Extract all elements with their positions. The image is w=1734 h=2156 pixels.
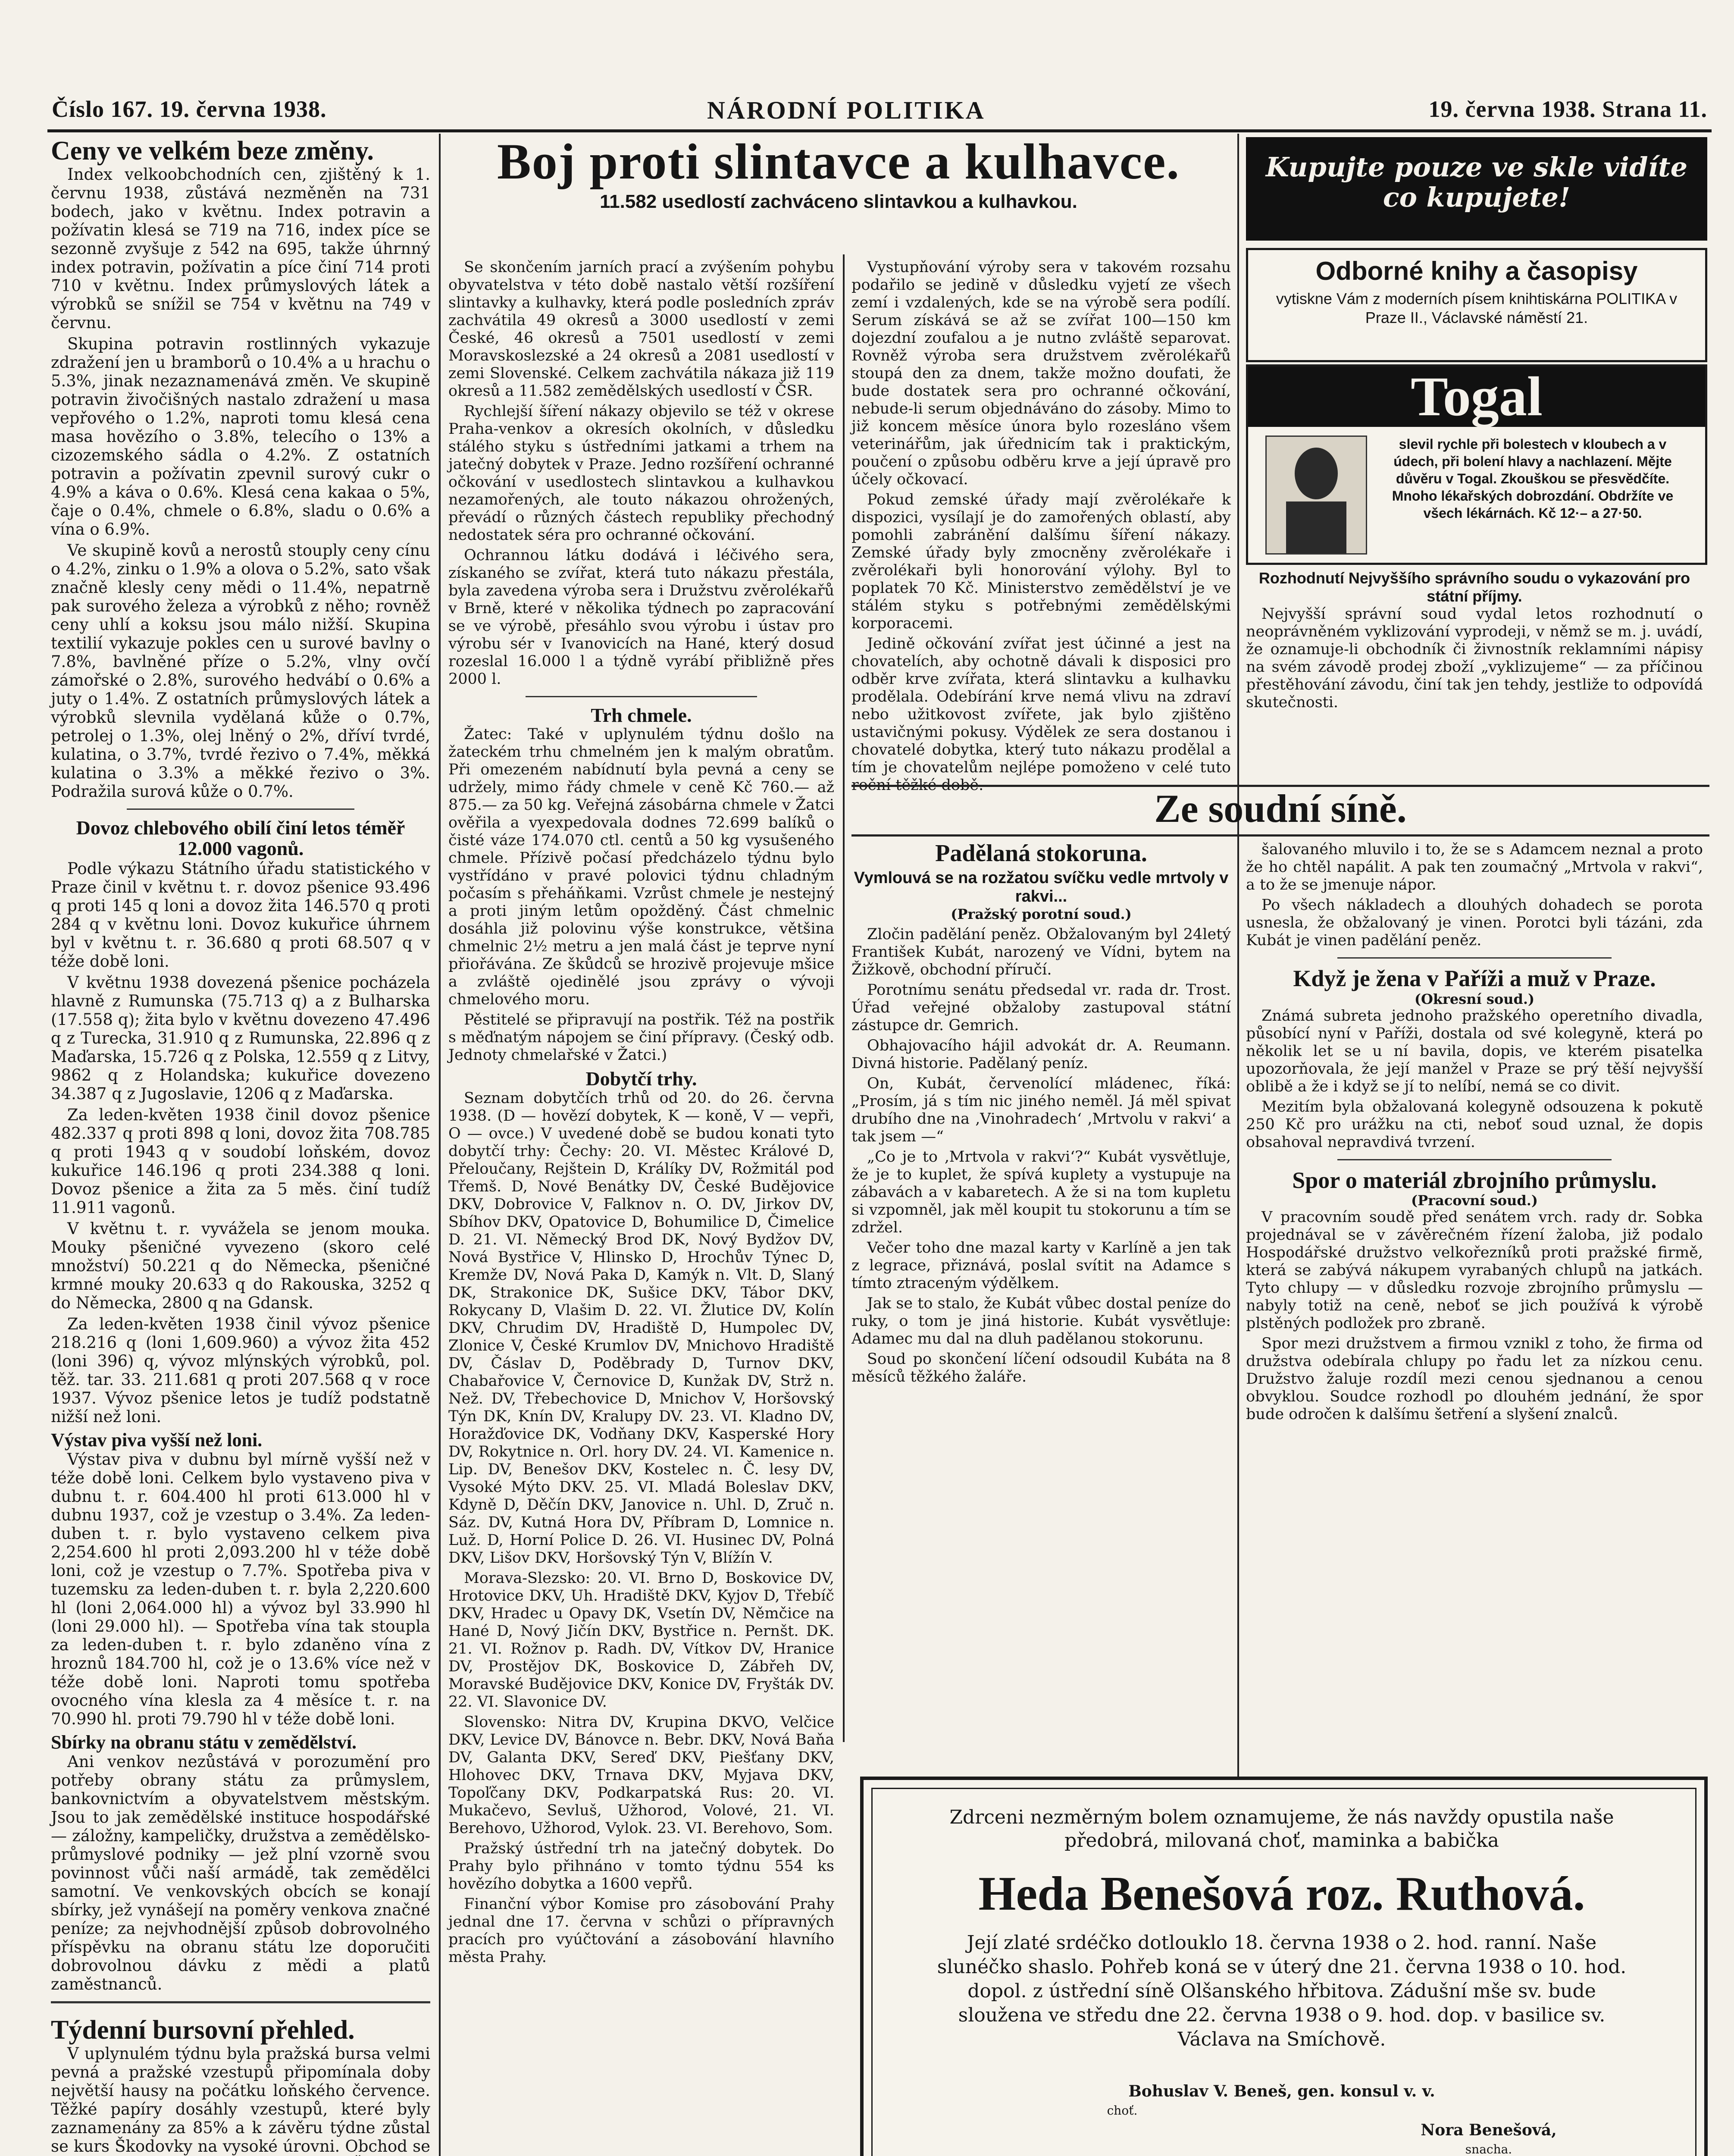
paragraph: „Co je to ‚Mrtvola v rakvi‘?“ Kubát vysvětluje, že je to kuplet, že spívá kuplety a vystupuje na zábavách a v kabaretech. A že si na tom kupletu si vzpomněl, jak měl koupit tu stokorunu a tím se zdržel.: [851, 1148, 1231, 1236]
beer-headline: Výstav piva vyšší než loni.: [51, 1429, 263, 1451]
prices-headline: Ceny ve velkém beze změny.: [51, 136, 374, 166]
togal-ad-body: slevil rychle při bolestech v kloubech a v údech, při bolení hlavy a nachlazení. Mějte důvěru v Togal. Zkouškou se přesvědčíte. Mnoho lékařských dobrozdání. Obdržíte ve všech lékárnách. Kč 12·– a 27·50.: [1392, 436, 1674, 521]
paragraph: Pražský ústřední trh na jatečný dobytek. Do Prahy bylo přihnáno v tomto týdnu 554 ks hovězího dobytka a 1600 vepřů.: [448, 1839, 834, 1893]
paris-court-note: (Okresní soud.): [1414, 990, 1535, 1007]
ruling-headline: Rozhodnutí Nejvyššího správního soudu o vykazování pro státní příjmy.: [1258, 569, 1690, 605]
paragraph: Morava-Slezsko: 20. VI. Brno D, Boskovice DV, Hrotovice DKV, Uh. Hradiště DKV, Kyjov D, Třebíč DKV, Hradec u Opavy DK, Vsetín DV, Němčice na Hané D, Nový Jičín DKV, Bystřice n. Pernšt. DK. 21. VI. Rožnov p. Radh. DV, Vítkov DV, Hranice DV, Prostějov DK, Boskovice D, Zábřeh DV, Moravské Budějovice DKV, Konice DV, Fryšták DV. 22. VI. Slavonice DV.: [448, 1569, 834, 1711]
paragraph: Ani venkov nezůstává v porozumění pro potřeby obrany státu za průmyslem, bankovnictvím a obyvatelstvem městským. Jsou to jak zemědělské instituce hospodářské — záložny, kampeličky, družstva a zemědělsko-průmyslové podniky — jež plní vzorně svou povinnost vůči naší armádě, tak zemědělci samotní. Ve venkovských obcích se konají sbírky, jež vynášejí na poměry venkova značné peníze; za nejvhodnější způsob dobrovolného příspěvku na obranu státu lze doporučiti dobrovolnou dávku z mědi a platů zaměstnanců.: [51, 1752, 430, 1994]
grain-headline: Dovoz chlebového obilí činí letos téměř 12.000 vagonů.: [76, 817, 405, 860]
bourse-article: [51, 2044, 430, 2156]
ruling-article: [1246, 569, 1703, 776]
paris-headline: Když je žena v Paříži a muž v Praze.: [1293, 965, 1656, 991]
disease-article-part2: [851, 259, 1231, 794]
main-headline: Boj proti slintavce a kulhavce.: [497, 133, 1180, 190]
separator: [127, 808, 354, 810]
paragraph: Seznam dobytčích trhů od 20. do 26. června 1938. (D — hovězí dobytek, K — koně, V — vepři, O — ovce.) V uvedené době se budou konati tyto dobytčí trhy: Čechy: 20. VI. Městec Králové D, Přeloučany, Rejštein D, Králíky DV, Rožmitál pod Třemš. D, Nové Benátky DV, České Budějovice DKV, Dobrovice V, Falknov n. O. DV, Jirkov DV, Sbíhov DKV, Opatovice D, Bohumilice D, Čimelice D. 21. VI. Německý Brod DK, Nový Bydžov DV, Nová Bystřice V, Hlinsko D, Hrochův Týnec D, Kremže DV, Nová Paka D, Kamýk n. Vlt. D, Slaný DK, Strakonice DK, Sušice DKV, Tábor DKV, Rokycany D, Vlašim D. 22. VI. Žlutice DV, Kolín DKV, Chrudim DV, Hradiště D, Humpolec DV, Zlonice V, České Krumlov DV, Mnichovo Hradiště DV, Čáslav D, Poděbrady D, Turnov DKV, Chabařovice V, Černovice D, Kunžak DV, Strž n. Než. DV, Třebechovice D, Mnichov V, Horšovský Týn DK, Knín DV, Kralupy DV. 23. VI. Kladno DV, Horažďovice DK, Vodňany DKV, Kasperské Hory DV, Rokytnice n. Orl. hory DV. 24. VI. Kamenice n. Lip. DV, Benešov DKV, Kostelec n. Č. lesy DV, Vysoké Mýto DKV. 25. VI. Mladá Boleslav DKV, Kdyně D, Děčín DKV, Janovice n. Uhl. D, Zruč n. Sáz. DV, Kutná Hora DV, Příbram D, Lomnice n. Luž. D, Horní Police D. 26. VI. Husinec DV, Polná DKV, Lišov DKV, Horšovský Týn V, Blížín V.: [448, 1089, 834, 1567]
page-number: 19. června 1938. Strana 11.: [1428, 96, 1707, 122]
paragraph: Ve skupině kovů a nerostů stouply ceny cínu o 4.2%, zinku o 1.9% a olova o 5.2%, sato však značně klesly ceny mědi o 11.4%, nepatrně pak surového železa a výrobků z něho; rovněž ceny uhlí a koksu jsou málo nižší. Skupina textilií vykazuje pokles cen u surové bavlny o 7.8%, bavlněné příze o 5.2%, vlny ovčí zámořské o 2.8%, surového hedvábí o 0.6% a juty o 1.4%. Z ostatních průmyslových látek a výrobků slevnila vydělaná kůže o 0.7%, petrolej o 1.3%, olej lněný o 2%, dříví tvrdé, kulatina, o 3.7%, tvrdé řezivo o 7.4%, měkká kulatina o 3.3% a měkké řezivo o 3%. Podražila surová kůže o 0.7%.: [51, 541, 430, 801]
collection-article: [51, 1752, 430, 1993]
paragraph: Jak se to stalo, že Kubát vůbec dostal peníze do ruky, o tom je jiná historie. Kubát vysvětluje: Adamec mu dal na dluh padělanou stokorunu.: [851, 1294, 1231, 1348]
separator: [1337, 957, 1612, 959]
paris-body: [1246, 1007, 1703, 1151]
cattle-headline: Dobytčí trhy.: [585, 1068, 697, 1090]
paragraph: V pracovním soudě před senátem vrch. rady dr. Sobka projednával se v závěrečném řízení žaloba, již podalo Hospodářské družstvo velkořezníků proti pražské firmě, která se zabývá nákupem vyrabaných chlupů na jatkách. Tyto chlupy — v důsledku rozvoje zbrojního průmyslu — nabyly totiž na ceně, neboť se jich používá k výrobě plstěných podložek pro zbraně.: [1246, 1209, 1703, 1332]
collection-headline: Sbírky na obranu státu v zemědělství.: [51, 1731, 357, 1753]
paragraph: Finanční výbor Komise pro zásobování Prahy jednal dne 17. června v schůzi o přípravných pracích pro vyúčtování a zásobování hlavního města Prahy.: [448, 1895, 834, 1966]
main-subheadline: 11.582 usedlostí zachváceno slintavkou a kulhavkou.: [600, 191, 1077, 213]
paragraph: Večer toho dne mazal karty v Karlíně a jen tak z legrace, přiznává, poslal svítit na Adamce s tímto ztraceným výdělkem.: [851, 1239, 1231, 1292]
forged-banknote-article: [851, 841, 1231, 1768]
separator: [1337, 1159, 1612, 1160]
paragraph: Vystupňování výroby sera v takovém rozsahu podařilo se jedině v důsledku vyjetí ze všech zemí i vzdalených, kde se na výrobě sera podílí. Serum získává se až se zvířat 100—150 km dojezdní zoufalou a je nutno zvláště separovat. Rovněž výroba sera družstvem zvěrolékařů stoupá den za dnem, takže možno doufati, že bude dostatek sera pro ochranné očkování, nebude-li serum objednáváno do zásoby. Mimo to již koncem měsíce února bylo rozesláno všem veterinářům, jak úřednicím tak i praktickým, poučení o způsobu odběru krve a její úpravě pro účely očkovací.: [851, 259, 1231, 488]
paragraph: Rychlejší šíření nákazy objevilo se též v okrese Praha-venkov a okresích okolních, v důsledku stálého styku s ústředními jatkami a trhem na jatečný dobytek v Praze. Jedno rozšíření ochranné očkování v usedlostech slintavkou a kulhavkou nezamořených, ale touto nákazou ohrožených, převádí o různých částech republiky přechodný nedostatek séra pro ochranné očkování.: [448, 403, 834, 544]
paragraph: Žatec: Také v uplynulém týdnu došlo na žateckém trhu chmelném jen k malým obratům. Při omezeném nabídnutí byla pevná a ceny se udržely, mimo řády chmele v ceně Kč 760.— až 875.— za 50 kg. Veřejná zásobárna chmele v Žatci ověřila a vyexpedovala dodnes 72.699 balíků o čisté váze 174.070 ctl. centů a 50 kg vysušeného chmele. Přízivě počasí předcházelo týdnu bylo vystřídáno v pravé polovici týdnu chladným počasím s přeháňkami. Vzrůst chmele je nestejný a proti jiným letům opožděný. Část chmelnic dosáhla již polovinu výše konstrukce, většina chmelnic 2½ metru a jen malá část je teprve nyní přiořávána. Ze škůdců se hrozivě projevuje mšice a zvláště ojedinělé jsou zprávy o vývoji chmelového moru.: [448, 726, 834, 1009]
paragraph: V květnu t. r. vyvážela se jenom mouka. Mouky pšeničné vyvezeno (skoro celé množství) 50.221 q do Německa, pšeničné krmné mouky 20.633 q do Rakouska, 3252 q do Německa, 2800 q na Gdansk.: [51, 1219, 430, 1312]
paragraph: V květnu 1938 dovezená pšenice pocházela hlavně z Rumunska (75.713 q) a z Bulharska (17.558 q); žita bylo v květnu dovezeno 47.496 q z Turecka, 31.910 q z Rumunska, 22.896 q z Maďarska, 15.726 q z Polska, 12.559 q z Litvy, 9862 q z Holandska; kukuřice dovezeno 34.387 q z Jugoslavie, 1206 q z Maďarska.: [51, 973, 430, 1103]
beer-article: [51, 1450, 430, 1728]
ruling-body: [1246, 605, 1703, 711]
signature-daughter-in-law: Nora Benešová,: [1421, 2121, 1557, 2139]
paragraph: V uplynulém týdnu byla pražská bursa velmi pevná a pražské vzestupů připomínala doby největší hausy na počátku loňského července. Těžké papíry dosáhly vzestupů, které byly zaznamenány za 85% a k závěru týdne zůstal se kurs Škodovky na vysoké úrovni. Obchod se: [51, 2044, 430, 2156]
paragraph: Jedině očkování zvířat jest účinné a jest na chovatelích, aby ochotně dávali k disposici pro odběr krve zvířata, která slintavku a kulhavku prodělala. Odebírání krve nemá vlivu na zdraví nebo užitkovost zvířete, jak bylo zjištěno ustavičnými pokusy. Výdělek ze sera dostanou i chovatelé dobytka, který tuto nákazu prodělal a tím je chovatelům nejlépe pomoženo v celé tuto roční těžké době.: [851, 635, 1231, 794]
paper-name: NÁRODNÍ POLITIKA: [707, 96, 986, 124]
books-ad-body: vytiskne Vám z moderních písem knihtiskárna POLITIKA v Praze II., Václavské náměstí 21.: [1276, 290, 1678, 326]
center-column-b: [851, 259, 1231, 794]
column-divider: [439, 134, 441, 2156]
paragraph: Zločin padělání peněz. Obžalovaným byl 24letý František Kubát, narozený ve Vídni, bytem na Žižkově, obchodní příručí.: [851, 925, 1231, 978]
forged-continuation: [1246, 841, 1703, 950]
arms-body: [1246, 1209, 1703, 1423]
paragraph: Se skončením jarních prací a zvýšením pohybu obyvatelstva v této době nastalo větší rozšíření slintavky a kulhavky, která podle posledních zpráv zachvátila 49 okresů a 3000 usedlostí v zemi České, 46 okresů a 7501 usedlostí v zemi Moravskoslezské a 24 okresů a 2081 usedlostí v zemi Slovenské. Celkem zachvátila nákaza již 119 okresů a 11.582 zemědělských usedlostí v ČSR.: [448, 259, 834, 400]
center-column-a: [448, 259, 834, 2156]
books-ad: [1246, 248, 1707, 362]
paragraph: Spor mezi družstvem a firmou vznikl z toho, že firma od družstva odebírala chlupy po řadu let za nízkou cenu. Družstvo žaluje rozdíl mezi cenou sjednanou a cenou obvyklou. Soudce rozhodl po dlouhém jednání, že spor bude odročen k dalšímu šetření a slyšení znalců.: [1246, 1335, 1703, 1423]
paragraph: Skupina potravin rostlinných vykazuje zdražení jen u bramborů o 10.4% a u hrachu o 5.3%, jinak nezaznamenává změn. Ve skupině potravin živočišných nastalo zdražení u masa vepřového o 1.2%, naproti tomu klesá cena masa hovězího o 3.8%, telecího o 13% a cizozemského sádla o 4.2%. Z ostatních potravin a požívatin zpevnil surový cukr o 4.9% a káva o 0.6%. Klesá cena kakaa o 5%, čaje o 0.4%, chmele o 6.8%, sladu o 0.6% a vína o 6.9%.: [51, 335, 430, 539]
paragraph: Za leden-květen 1938 činil dovoz pšenice 482.337 q proti 898 q loni, dovoz žita 708.785 q proti 1943 q v soudobí loňském, dovoz kukuřice 146.196 q proti 234.388 q loni. Dovoz pšenice a žita za 5 měs. činí tudíž 11.911 vagonů.: [51, 1105, 430, 1217]
hops-article: [448, 726, 834, 1064]
arms-headline: Spor o materiál zbrojního průmyslu.: [1292, 1167, 1657, 1193]
center-headline-block: [448, 133, 1229, 257]
paragraph: Nejvyšší správní soud vydal letos rozhodnutí o neoprávněném vyklizování vyprodeji, v němž se m. j. uvádí, že oznamuje-li obchodník či živnostník reklamními nápisy na svém závodě prodej zboží „vyklizujeme“ — za příčinou přestěhování závodu, činí tak jen tehdy, jestliže to odpovídá skutečnosti.: [1246, 605, 1703, 711]
paragraph: Soud po skončení líčení odsoudil Kubáta na 8 měsíců těžkého žaláře.: [851, 1350, 1231, 1385]
disease-article-part1: [448, 259, 834, 688]
paragraph: Obhajovacího hájil advokát dr. A. Reumann. Divná historie. Padělaný peníz.: [851, 1037, 1231, 1072]
forged-headline: Padělaná stokoruna.: [935, 840, 1147, 867]
forged-court-note: (Pražský porotní soud.): [951, 906, 1132, 922]
paragraph: Index velkoobchodních cen, zjištěný k 1. červnu 1938, zůstává nezměněn na 731 bodech, jako v květnu. Index potravin a požívatin klesá se 719 na 716, index píce se sezonně zvyšuje z 542 na 695, takže úhrnný index potravin, požívatin a píce činí 714 proti 710 v květnu. Index průmyslových látek a výrobků se snížil se 754 v květnu na 749 v červnu.: [51, 165, 430, 332]
paragraph: On, Kubát, červenolící mládenec, říká: „Prosím, já s tím nic jiného neměl. Já měl spivat drubího dne na ‚Vinohradech‘ ‚Mrtvolu v rakvi‘ a tak jsem —“: [851, 1075, 1231, 1145]
paragraph: Po všech nákladech a dlouhých dohadech se porota usnesla, že obžalovaný je vinen. Porotci byli tázáni, zda Kubát je vinen padělání peněz.: [1246, 896, 1703, 949]
paragraph: Podle výkazu Státního úřadu statistického v Praze činil v květnu t. r. dovoz pšenice 93.496 q proti 145 q loni a dovoz žita 146.570 q proti 284 q v květnu loni. Dovoz kukuřice úhrnem byl v květnu t. r. 36.680 q proti 68.507 q v téže době loni.: [51, 859, 430, 971]
togal-brand: Togal: [1411, 366, 1543, 428]
issue-number: Číslo 167. 19. června 1938.: [52, 96, 327, 122]
paragraph: Výstav piva v dubnu byl mírně vyšší než v téže době loni. Celkem bylo vystaveno piva v dubnu t. r. 604.400 hl proti 613.000 hl v dubnu 1937, což je vzestup o 3.4%. Za leden-duben t. r. bylo vystaveno celkem piva 2,254.600 hl proti 2,093.200 hl v téže době loni, což je vzestup o 7.7%. Spotřeba piva v tuzemsku za leden-duben t. r. byla 2,220.600 hl (loni 2,064.000 hl) a vývoz byl 33.990 hl (loni 29.000 hl). — Spotřeba vína tak stoupla za leden-duben t. r. bylo zdaněno vína z hroznů 184.700 hl, což je o 13.6% více než v téže době loni. Naproti tomu spotřeba ovocného vína klesla za 4 měsíce t. r. na 70.990 hl. proti 79.790 hl v téže době loni.: [51, 1450, 430, 1728]
masthead: [52, 96, 1707, 126]
column-divider: [843, 254, 845, 1742]
togal-person-illustration: [1265, 436, 1367, 555]
togal-ad: [1246, 364, 1707, 565]
death-notice: [860, 1777, 1708, 2156]
grain-article: [51, 859, 430, 1426]
separator: [526, 696, 757, 697]
paragraph: Pokud zemské úřady mají zvěrolékaře k dispozici, vysílají je do zamořených oblastí, aby pomohli zabránění dalšímu šíření nákazy. Zemské úřady byly zmocněny zvěrolékaře i zvěrolékaři byli honorování výlohy. Byl to poplatek 70 Kč. Ministerstvo zemědělství je ve stálém styku s potřebnými zemědělskými korporacemi.: [851, 491, 1231, 632]
signature-husband: Bohuslav V. Beneš, gen. konsul v. v.: [1128, 2082, 1435, 2100]
paragraph: Porotnímu senátu předsedal vr. rada dr. Trost. Úřad veřejné obžaloby zastupoval státní zástupce dr. Gemrich.: [851, 981, 1231, 1034]
bourse-headline: Týdenní bursovní přehled.: [51, 2015, 355, 2045]
kupujte-ad-text: Kupujte pouze ve skle vidíte co kupujete!: [1265, 151, 1688, 213]
books-ad-title: Odborné knihy a časopisy: [1315, 257, 1638, 285]
paragraph: šalovaného mluvilo i to, že se s Adamcem neznal a proto že ho chtěl napálit. A pak ten zoumačný „Mrtvola v rakvi“, a to že se jmenuje nápor.: [1246, 841, 1703, 893]
arms-court-note: (Pracovní soud.): [1411, 1192, 1538, 1209]
paragraph: Za leden-květen 1938 činil vývoz pšenice 218.216 q (loni 1,609.960) a vývoz žita 452 (loni 396) q, vývoz mlýnských výrobků, pol. těž. tar. 33. 211.681 q proti 207.568 q v roce 1937. Vývoz pšenice letos je tudíž podstatně nižší než loni.: [51, 1314, 430, 1426]
masthead-rule: [47, 129, 1712, 132]
court-section-title: Ze soudní síně.: [1154, 787, 1407, 830]
court-section-banner: [851, 785, 1709, 837]
right-court-column: [1246, 841, 1703, 1768]
hops-headline: Trh chmele.: [591, 704, 692, 726]
togal-banner: [1248, 367, 1705, 427]
paragraph: Pěstitelé se připravují na postřik. Též na postřik s měďnatým nápojem se činí přípravy. (Český odb. Jednoty chmelařské v Žatci.): [448, 1011, 834, 1064]
death-notice-name: Heda Benešová roz. Ruthová.: [978, 1867, 1585, 1921]
paragraph: Ochrannou látku dodává i léčivého sera, získaného se zvířat, která tuto nákazu přestála, byla zavedena výroba sera i Družstvu zvěrolékařů v Brně, které v několika týdnech po zapracování se ve výrobě, přesáhlo svou výrobu i ústav pro výrobu sér v Ivanovicích na Hané, který dosud rozeslal 16.000 l a týdně vyrábí přibližně přes 2000 l.: [448, 547, 834, 688]
cattle-article: [448, 1090, 834, 1966]
signature-daughter-in-law-role: snacha.: [1465, 2142, 1512, 2156]
paragraph: Známá subreta jednoho pražského operetního divadla, působící nyní v Paříži, dostala od své kolegyně, která po několik let se u ní bavila, dopis, ve kterém pisatelka upozorňovala, že její manžel v Praze se prý těší nejvyšší oblibě a že i když se jí to nelíbí, nemá se co divit.: [1246, 1007, 1703, 1095]
prices-article: [51, 165, 430, 801]
separator: [51, 2001, 430, 2003]
forged-subheadline: Vymlouvá se na rozžatou svíčku vedle mrtvoly v rakvi...: [854, 868, 1229, 906]
kupujte-ad: [1246, 137, 1707, 241]
paragraph: Mezitím byla obžalovaná kolegyně odsouzena k pokutě 250 Kč pro urážku na cti, neboť soud uznal, že dopis obsahoval nepravdivá tvrzení.: [1246, 1098, 1703, 1151]
forged-body: [851, 926, 1231, 1386]
paragraph: Slovensko: Nitra DV, Krupina DKVO, Velčice DKV, Levice DV, Bánovce n. Bebr. DKV, Nová Baňa DV, Galanta DKV, Sereď DKV, Piešťany DKV, Hlohovec DKV, Trnava DKV, Myjava DKV, Topoľčany DKV, Podkarpatská Rus: 20. VI. Mukačevo, Sevluš, Užhorod, Volové, 21. VI. Berehovo, Užhorod, Vylok. 23. VI. Berehovo, Som.: [448, 1713, 834, 1837]
signature-husband-role: choť.: [1107, 2103, 1138, 2118]
death-notice-intro: Zdrceni nezměrným bolem oznamujeme, že nás navždy opustila naše předobrá, milovaná choť, maminka a babička: [949, 1806, 1614, 1852]
left-column: [51, 137, 430, 2156]
death-notice-body: Její zlaté srdéčko dotlouklo 18. června 1938 o 2. hod. ranní. Naše slunéčko shaslo. Pohřeb koná se v úterý dne 21. června 1938 o 10. hod. dopol. z ústřední síně Olšanského hřbitova. Zádušní mše sv. bude sloužena ve středu dne 22. června 1938 o 9. hod. dop. v basilice sv. Václava na Smíchově.: [937, 1932, 1627, 2050]
